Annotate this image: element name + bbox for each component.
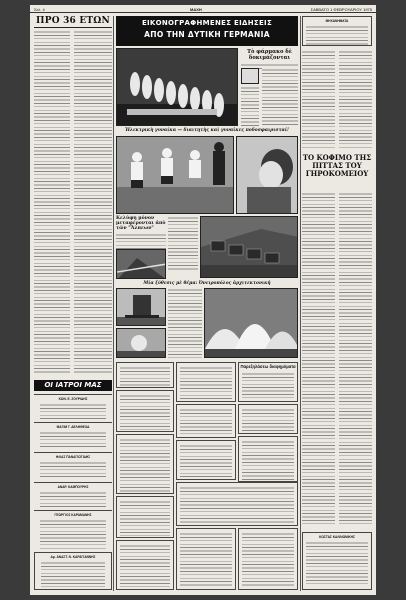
ad-box bbox=[238, 404, 298, 434]
ad-box bbox=[176, 482, 298, 526]
doctor-name: ΓΕΩΡΓΙΟΣ ΚΑΡΑΜΑΝΗΣ bbox=[54, 513, 92, 517]
article-title: ΠΡΟ 36 ΕΤΩΝ bbox=[34, 16, 112, 28]
photo-domes bbox=[204, 288, 298, 358]
ad-box bbox=[176, 440, 236, 480]
right-column bbox=[302, 16, 372, 591]
section-banner bbox=[116, 16, 298, 46]
photo-caption: Ἠλεκτρικὴ γυναίκα — διαιτητὴς καὶ γυναῖκες ποδοσφαιρισταί! bbox=[125, 128, 289, 133]
column-divider bbox=[300, 16, 301, 591]
article-text bbox=[302, 50, 335, 150]
ad-box bbox=[116, 434, 174, 494]
ad-box bbox=[116, 496, 174, 538]
story-title: Κελύφη μόνον μεταφέρονται ἀπὸ τῶν "Ἄλπεων" bbox=[116, 216, 166, 231]
notice-title: Παρεξηλάσεω διαφηµόµατα bbox=[240, 364, 296, 369]
article-text bbox=[34, 30, 70, 375]
ad-box bbox=[116, 540, 174, 590]
photo-architecture bbox=[116, 328, 166, 358]
column-divider bbox=[113, 16, 114, 591]
photo-vials bbox=[116, 48, 238, 126]
ad-box bbox=[238, 436, 298, 482]
doctor-name: ΑΝΔΡ. ΚΑΜΠΟΥΡΗΣ bbox=[57, 485, 89, 489]
newspaper-page bbox=[30, 5, 376, 595]
photo-trucks bbox=[200, 216, 298, 278]
photo-caption: Μία ξύθεσις μὲ θέμα: Ὀνειροπόλος ἀρχιτεκτονική bbox=[143, 281, 271, 286]
story-text bbox=[241, 86, 259, 126]
notice-title: ΜΗΧΑΝΗΜΑΤΑ bbox=[325, 19, 349, 23]
story-text bbox=[262, 68, 298, 126]
doctor-listing bbox=[34, 422, 112, 450]
feature-headline: ΤΟ ΚΟΦΙΜΟ ΤΗΣ ΠΙΤΤΑΣ ΤΟΥ ΓΗΡΟΚΟΜΕΙΟΥ bbox=[302, 153, 372, 178]
article-text bbox=[339, 192, 372, 527]
ad-box bbox=[238, 528, 298, 590]
banner-line1: ΕΙΚΟΝΟΓΡΑΦΗΜΕΝΕΣ ΕΙΔΗΣΕΙΣ bbox=[141, 19, 273, 27]
article-text bbox=[302, 192, 335, 527]
doctor-listing bbox=[34, 552, 112, 590]
story-title: Τὸ φάρμακο δὲ δοκιμάζονται bbox=[247, 49, 292, 61]
ad-name: ΚΩΣΤΑΣ ΚΑΛΙΝΩΝΙΚΗΣ bbox=[319, 535, 355, 539]
ad-box bbox=[176, 362, 236, 402]
photo-mountain-road bbox=[116, 249, 166, 279]
doctor-name: ΗΛΙΑΣ ΠΑΝΑΓΙΩΤΙΔΗΣ bbox=[55, 455, 91, 459]
doctor-name: ΚΩΝ. Ε. ΖΟΥΡΙΔΗΣ bbox=[58, 397, 88, 401]
left-column bbox=[34, 16, 112, 591]
article-text bbox=[74, 30, 112, 375]
doctor-name: Δρ. ΑΝΑΣΤ. Ν. ΚΑΡΑΓΙΑΝΝΗΣ bbox=[50, 555, 96, 559]
article-text bbox=[339, 50, 372, 150]
ad-box bbox=[302, 532, 372, 590]
photo-football bbox=[116, 136, 234, 214]
doctor-listing bbox=[34, 510, 112, 550]
feature-headline-block bbox=[302, 154, 372, 178]
ad-box bbox=[116, 362, 174, 388]
photo-architecture bbox=[116, 288, 166, 326]
photo-referee bbox=[236, 136, 298, 214]
doctor-name: ΜΑΞΙΜ Γ. ΔΕΛΗΘΕΟΔ bbox=[56, 425, 90, 429]
page-header bbox=[30, 5, 376, 13]
doctors-header: ΟΙ ΙΑΤΡΟΙ ΜΑΣ bbox=[34, 380, 112, 391]
doctor-listing bbox=[34, 394, 112, 420]
story-text bbox=[168, 288, 202, 358]
ad-box bbox=[116, 390, 174, 432]
ad-box bbox=[176, 404, 236, 438]
doctor-listing bbox=[34, 482, 112, 508]
center-column bbox=[116, 16, 298, 591]
page-label: Σελ. 4 bbox=[34, 7, 45, 12]
ad-box bbox=[176, 528, 236, 590]
photo-bottle bbox=[241, 68, 259, 84]
notice-box bbox=[238, 362, 298, 402]
doctor-listing bbox=[34, 452, 112, 480]
masthead: ΜΑΧΗ bbox=[190, 7, 202, 12]
banner-line2: ΑΠΟ ΤΗΝ ΔΥΤΙΚΗ ΓΕΡΜΑΝΙΑ bbox=[144, 30, 270, 39]
issue-date: ΣΑΒΒΑΤΟ 1 ΦΕΒΡΟΥΑΡΙΟΥ 1975 bbox=[310, 7, 372, 12]
notice-box bbox=[302, 16, 372, 46]
story-text bbox=[168, 216, 198, 272]
